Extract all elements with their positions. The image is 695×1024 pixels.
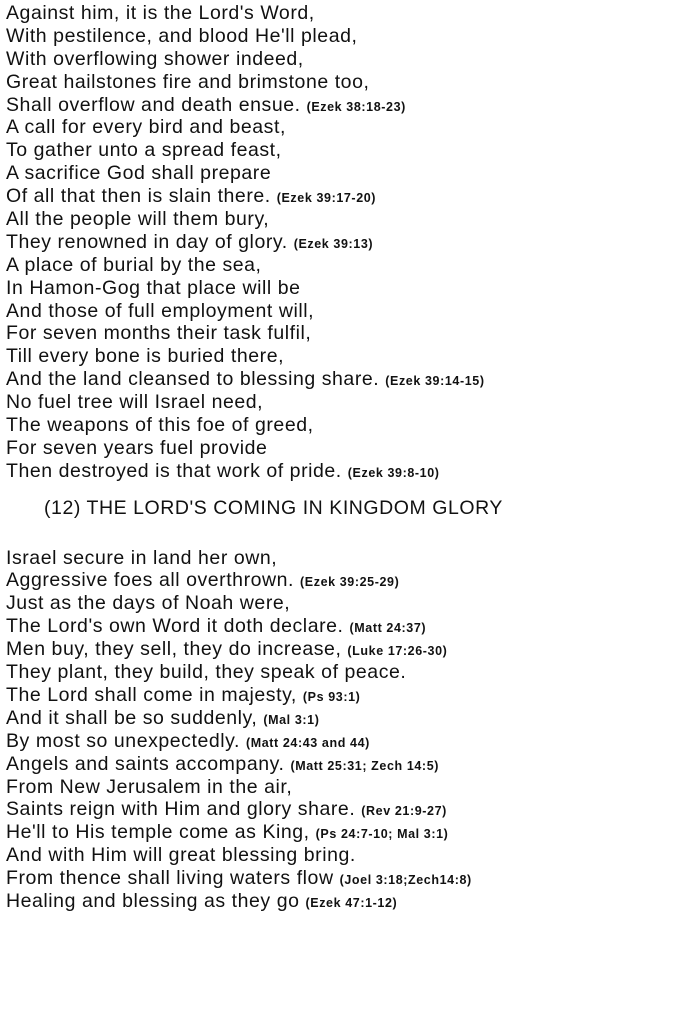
scripture-reference: (Luke 17:26-30) xyxy=(347,644,448,659)
poem-line: In Hamon-Gog that place will be xyxy=(6,276,301,299)
scripture-reference: (Ezek 39:14-15) xyxy=(385,374,485,389)
scripture-reference: (Ezek 39:17-20) xyxy=(276,191,377,206)
scripture-reference: (Mal 3:1) xyxy=(263,712,320,727)
scripture-reference: (Ezek 47:1-12) xyxy=(305,895,398,910)
poem-line: All the people will them bury, xyxy=(6,208,270,231)
poem-line: They plant, they build, they speak of peace. xyxy=(6,661,407,684)
poem-line: Israel secure in land her own, xyxy=(6,546,278,569)
scripture-reference: (Matt 24:37) xyxy=(349,621,427,636)
poem-line: With pestilence, and blood He'll plead, xyxy=(6,24,358,47)
scripture-reference: (Joel 3:18;Zech14:8) xyxy=(339,873,472,888)
poem-line: Against him, it is the Lord's Word, xyxy=(6,2,315,24)
poem-line: Of all that then is slain there. (Ezek 39:17-20) xyxy=(6,185,377,208)
poem-line: They renowned in day of glory. (Ezek 39:13) xyxy=(6,230,374,253)
poem-line: By most so unexpectedly. (Matt 24:43 and 44) xyxy=(6,729,370,752)
scripture-reference: (Ps 24:7-10; Mal 3:1) xyxy=(315,827,449,842)
poem-line: For seven years fuel provide xyxy=(6,436,268,459)
section-heading: (12) THE LORD'S COMING IN KINGDOM GLORY xyxy=(44,496,503,519)
poem-line: With overflowing shower indeed, xyxy=(6,47,304,70)
scripture-reference: (Ezek 39:8-10) xyxy=(347,465,440,480)
poem-line: Shall overflow and death ensue. (Ezek 38:18-23) xyxy=(6,93,406,116)
poem-line: And those of full employment will, xyxy=(6,299,315,322)
poem-line: Men buy, they sell, they do increase, (Luke 17:26-30) xyxy=(6,638,448,661)
poem-line: Saints reign with Him and glory share. (Rev 21:9-27) xyxy=(6,798,447,821)
scripture-reference: (Ezek 39:13) xyxy=(293,236,374,251)
poem-line: Then destroyed is that work of pride. (Ezek 39:8-10) xyxy=(6,459,440,482)
scripture-reference: (Matt 24:43 and 44) xyxy=(245,735,370,750)
scripture-reference: (Ezek 39:25-29) xyxy=(300,575,400,590)
poem-line: Angels and saints accompany. (Matt 25:31; Zech 14:5) xyxy=(6,752,440,775)
poem-line: From New Jerusalem in the air, xyxy=(6,775,293,798)
poem-line: Just as the days of Noah were, xyxy=(6,592,291,615)
poem-line: Healing and blessing as they go (Ezek 47:1-12) xyxy=(6,889,398,912)
poem-line: No fuel tree will Israel need, xyxy=(6,391,264,414)
poem-line: Aggressive foes all overthrown. (Ezek 39:25-29) xyxy=(6,569,400,592)
poem-line: From thence shall living waters flow (Joel 3:18;Zech14:8) xyxy=(6,867,472,890)
poem-line: He'll to His temple come as King, (Ps 24:7-10; Mal 3:1) xyxy=(6,821,449,844)
scripture-reference: (Matt 25:31; Zech 14:5) xyxy=(290,758,440,773)
poem-line: A sacrifice God shall prepare xyxy=(6,162,272,185)
poem-line: And with Him will great blessing bring. xyxy=(6,844,356,867)
stanza-1 xyxy=(6,2,692,483)
poem-line: The Lord shall come in majesty, (Ps 93:1) xyxy=(6,683,361,706)
poem-line: A call for every bird and beast, xyxy=(6,116,286,139)
poem-line: A place of burial by the sea, xyxy=(6,253,262,276)
poem-line: And it shall be so suddenly, (Mal 3:1) xyxy=(6,706,320,729)
scripture-reference: (Ezek 38:18-23) xyxy=(306,99,406,114)
stanza-2 xyxy=(6,547,692,913)
poem-line: Great hailstones fire and brimstone too, xyxy=(6,70,370,93)
scripture-reference: (Ps 93:1) xyxy=(302,689,361,704)
poem-page xyxy=(6,2,692,913)
poem-line: The Lord's own Word it doth declare. (Matt 24:37) xyxy=(6,615,427,638)
poem-line: Till every bone is buried there, xyxy=(6,345,285,368)
poem-line: The weapons of this foe of greed, xyxy=(6,414,314,437)
scripture-reference: (Rev 21:9-27) xyxy=(361,804,447,819)
poem-line: For seven months their task fulfil, xyxy=(6,322,312,345)
poem-line: And the land cleansed to blessing share. (Ezek 39:14-15) xyxy=(6,368,485,391)
poem-line: To gather unto a spread feast, xyxy=(6,139,282,162)
